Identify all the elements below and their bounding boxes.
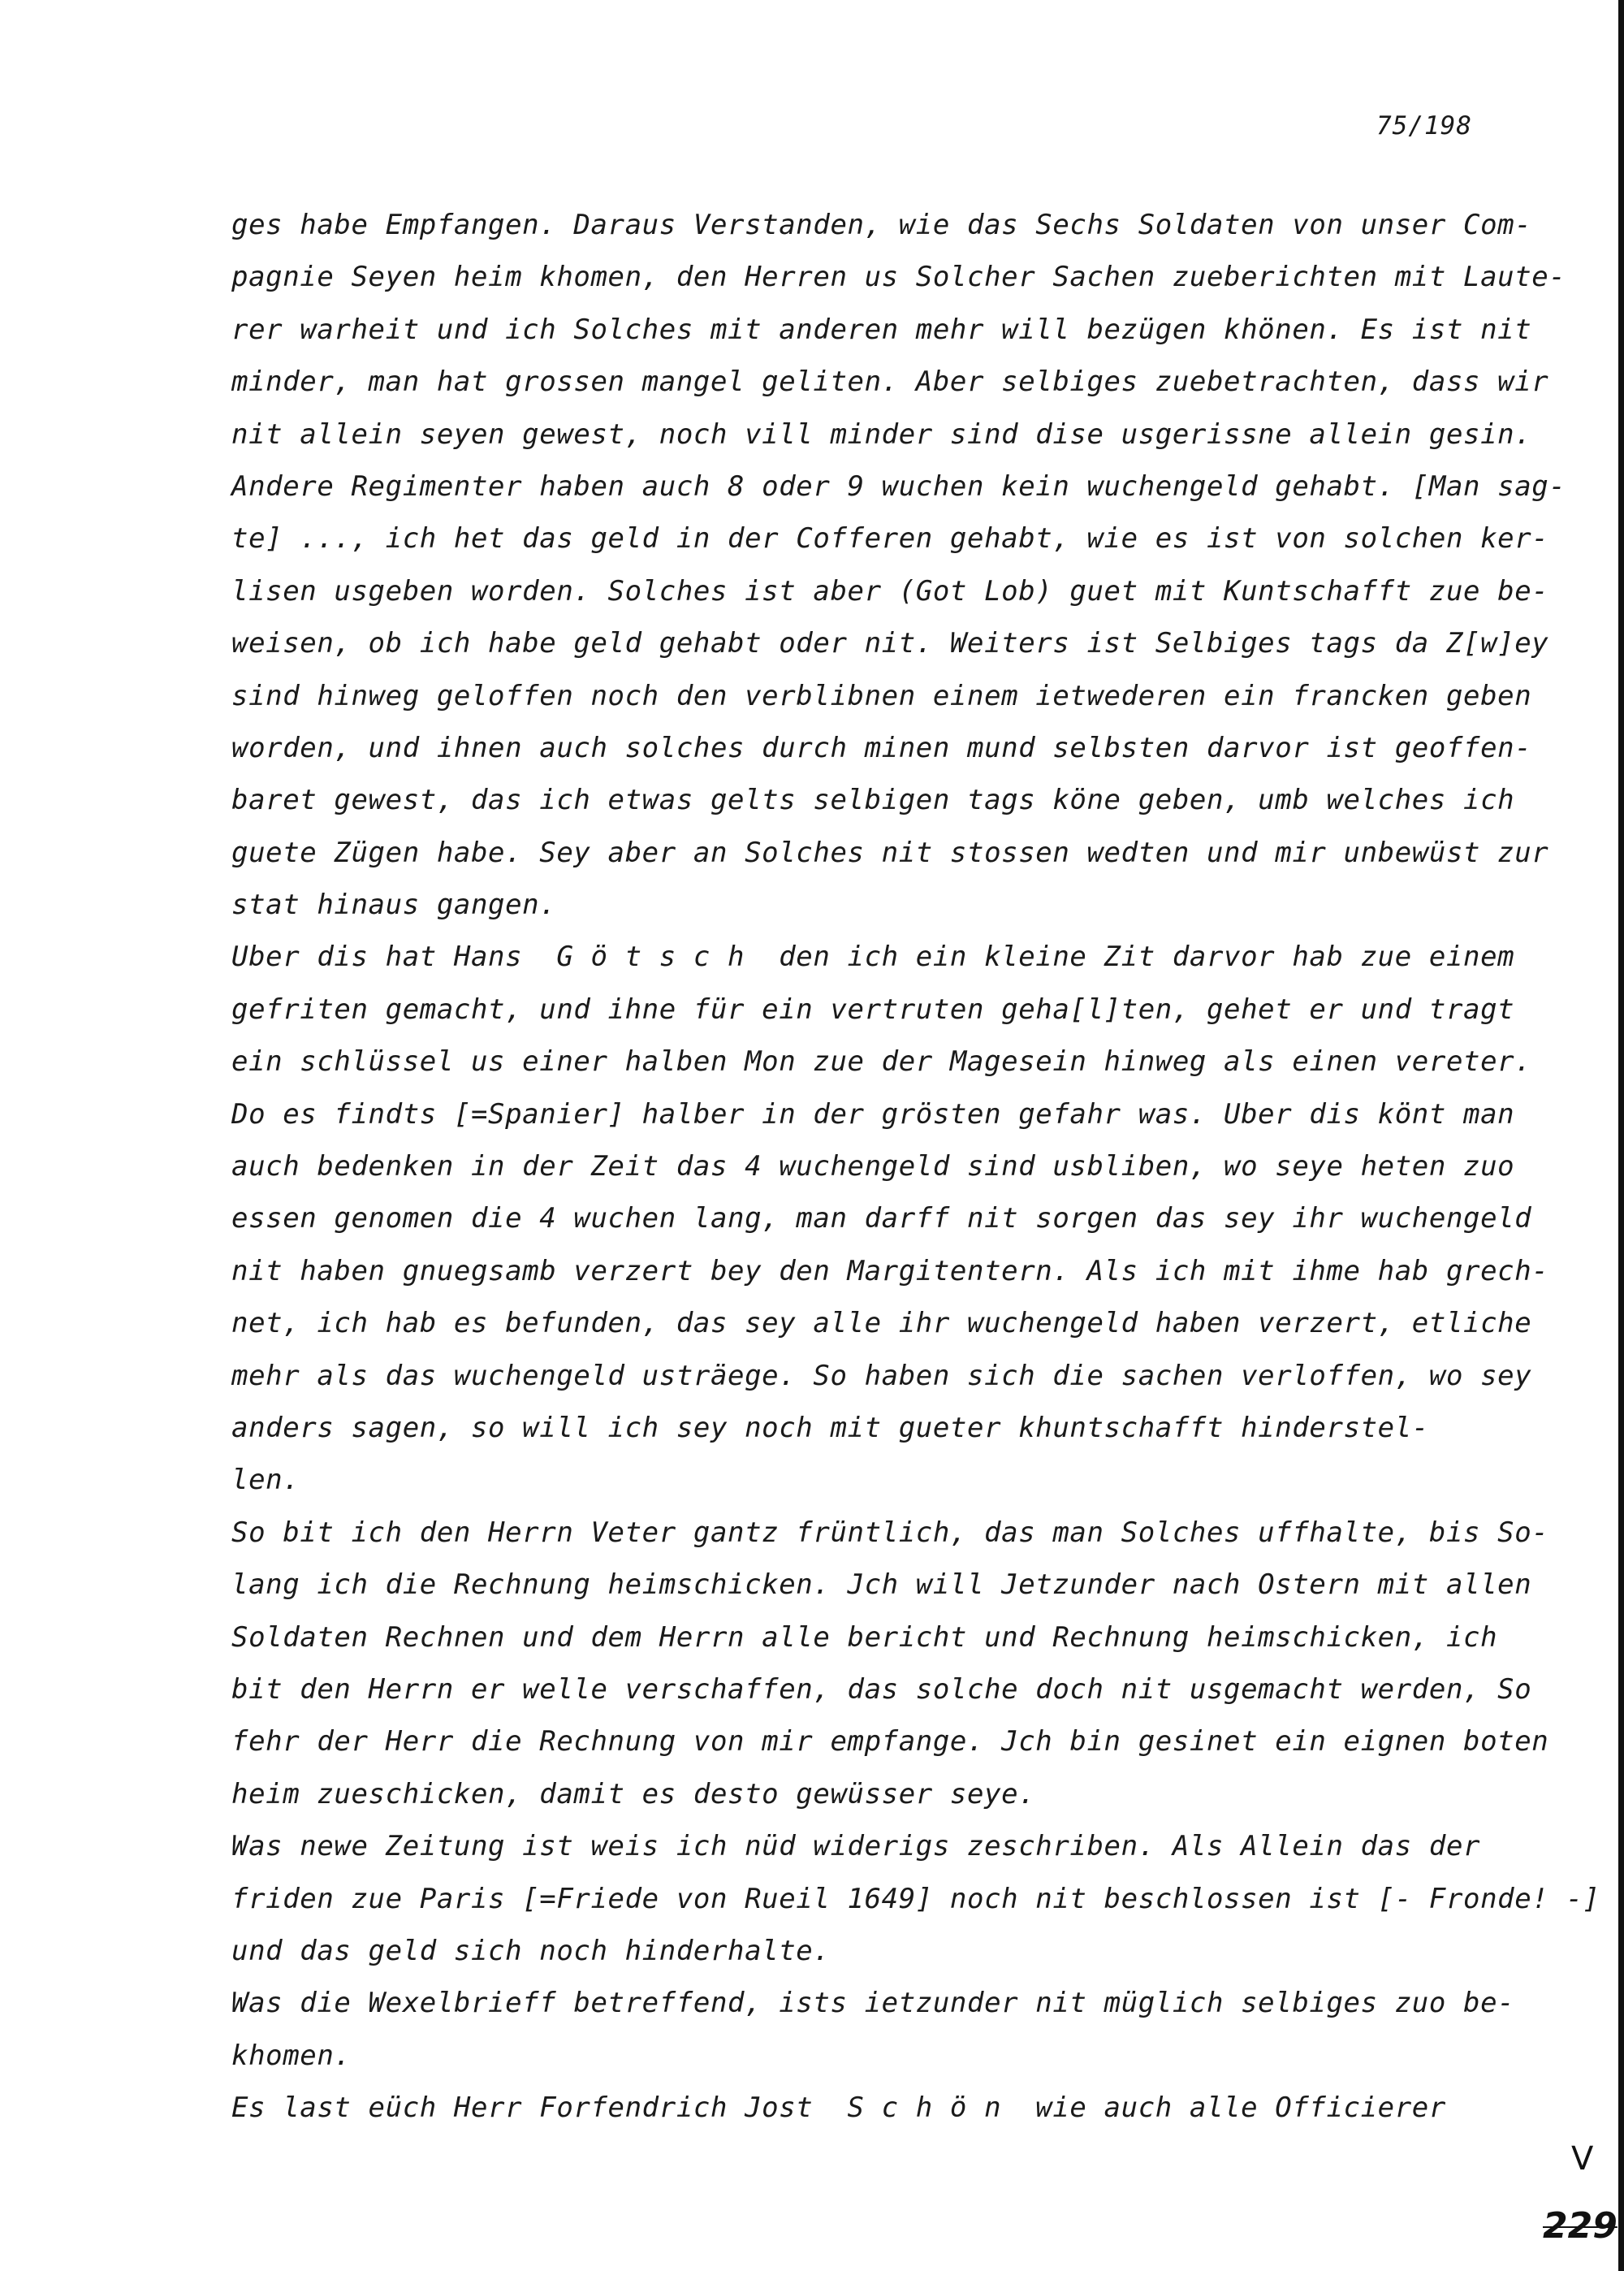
handwritten-tick: V bbox=[1571, 2140, 1594, 2178]
text-line: Soldaten Rechnen und dem Herrn alle bericht und Rechnung heimschicken, ich bbox=[231, 1620, 1498, 1654]
text-line: Es last eüch Herr Forfendrich Jost S c h ö n wie auch alle Officierer bbox=[231, 2091, 1446, 2125]
page-number: 75/198 bbox=[1376, 111, 1472, 141]
text-line: len. bbox=[231, 1464, 300, 1497]
text-line: Andere Regimenter haben auch 8 oder 9 wuchen kein wuchengeld gehabt. [Man sag- bbox=[231, 469, 1566, 503]
text-line: Uber dis hat Hans G ö t s c h den ich ein kleine Zit darvor hab zue einem bbox=[231, 941, 1515, 974]
text-line: sind hinweg geloffen noch den verblibnen einem ietwederen ein francken geben bbox=[231, 679, 1532, 712]
text-line: guete Zügen habe. Sey aber an Solches nit stossen wedten und mir unbewüst zur bbox=[231, 836, 1549, 869]
text-line: Was die Wexelbrieff betreffend, ists ietzunder nit müglich selbiges zuo be- bbox=[231, 1987, 1515, 2020]
text-line: anders sagen, so will ich sey noch mit gueter khuntschafft hinderstel- bbox=[231, 1411, 1429, 1444]
text-line: Was newe Zeitung ist weis ich nüd widerigs zeschriben. Als Allein das der bbox=[231, 1830, 1481, 1863]
text-line: Do es findts [=Spanier] halber in der grösten gefahr was. Uber dis könt man bbox=[231, 1097, 1515, 1131]
text-line: baret gewest, das ich etwas gelts selbigen tags köne geben, umb welches ich bbox=[231, 784, 1515, 817]
text-line: essen genomen die 4 wuchen lang, man darff nit sorgen das sey ihr wuchengeld bbox=[231, 1202, 1532, 1235]
text-line: auch bedenken in der Zeit das 4 wuchengeld sind usbliben, wo seye heten zuo bbox=[231, 1150, 1515, 1183]
text-line: khomen. bbox=[231, 2039, 352, 2072]
text-line: ein schlüssel us einer halben Mon zue der Magesein hinweg als einen vereter. bbox=[231, 1045, 1532, 1079]
text-line: fehr der Herr die Rechnung von mir empfange. Jch bin gesinet ein eignen boten bbox=[231, 1725, 1549, 1758]
text-line: So bit ich den Herrn Veter gantz früntlich, das man Solches uffhalte, bis So- bbox=[231, 1516, 1549, 1549]
text-line: mehr als das wuchengeld usträege. So haben sich die sachen verloffen, wo sey bbox=[231, 1359, 1532, 1392]
text-line: minder, man hat grossen mangel geliten. Aber selbiges zuebetrachten, dass wir bbox=[231, 366, 1549, 399]
text-line: weisen, ob ich habe geld gehabt oder nit. Weiters ist Selbiges tags da Z[w]ey bbox=[231, 627, 1549, 660]
text-line: nit allein seyen gewest, noch vill minder sind dise usgerissne allein gesin. bbox=[231, 417, 1532, 451]
text-line: nit haben gnuegsamb verzert bey den Margitentern. Als ich mit ihme hab grech- bbox=[231, 1254, 1549, 1287]
text-line: lisen usgeben worden. Solches ist aber (Got Lob) guet mit Kuntschafft zue be- bbox=[231, 574, 1549, 608]
text-line: te] ..., ich het das geld in der Cofferen gehabt, wie es ist von solchen ker- bbox=[231, 522, 1549, 556]
scan-border bbox=[1618, 0, 1624, 2271]
text-line: bit den Herrn er welle verschaffen, das solche doch nit usgemacht werden, So bbox=[231, 1672, 1532, 1706]
text-line: stat hinaus gangen. bbox=[231, 889, 557, 922]
text-line: worden, und ihnen auch solches durch minen mund selbsten darvor ist geoffen- bbox=[231, 731, 1532, 764]
archive-number: 229 bbox=[1543, 2205, 1618, 2247]
text-line: heim zueschicken, damit es desto gewüsser seye. bbox=[231, 1777, 1036, 1810]
text-line: friden zue Paris [=Friede von Rueil 1649] noch nit beschlossen ist [- Fronde! -] bbox=[231, 1882, 1600, 1915]
text-line: rer warheit und ich Solches mit anderen mehr will bezügen khönen. Es ist nit bbox=[231, 313, 1532, 346]
text-line: lang ich die Rechnung heimschicken. Jch will Jetzunder nach Ostern mit allen bbox=[231, 1568, 1532, 1602]
text-line: ges habe Empfangen. Daraus Verstanden, wie das Sechs Soldaten von unser Com- bbox=[231, 209, 1532, 241]
text-line: gefriten gemacht, und ihne für ein vertruten geha[l]ten, gehet er und tragt bbox=[231, 993, 1515, 1026]
letter-body bbox=[231, 199, 1600, 2134]
text-line: net, ich hab es befunden, das sey alle ihr wuchengeld haben verzert, etliche bbox=[231, 1307, 1532, 1340]
text-line: und das geld sich noch hinderhalte. bbox=[231, 1934, 831, 1967]
text-line: pagnie Seyen heim khomen, den Herren us Solcher Sachen zueberichten mit Laute- bbox=[231, 261, 1566, 294]
